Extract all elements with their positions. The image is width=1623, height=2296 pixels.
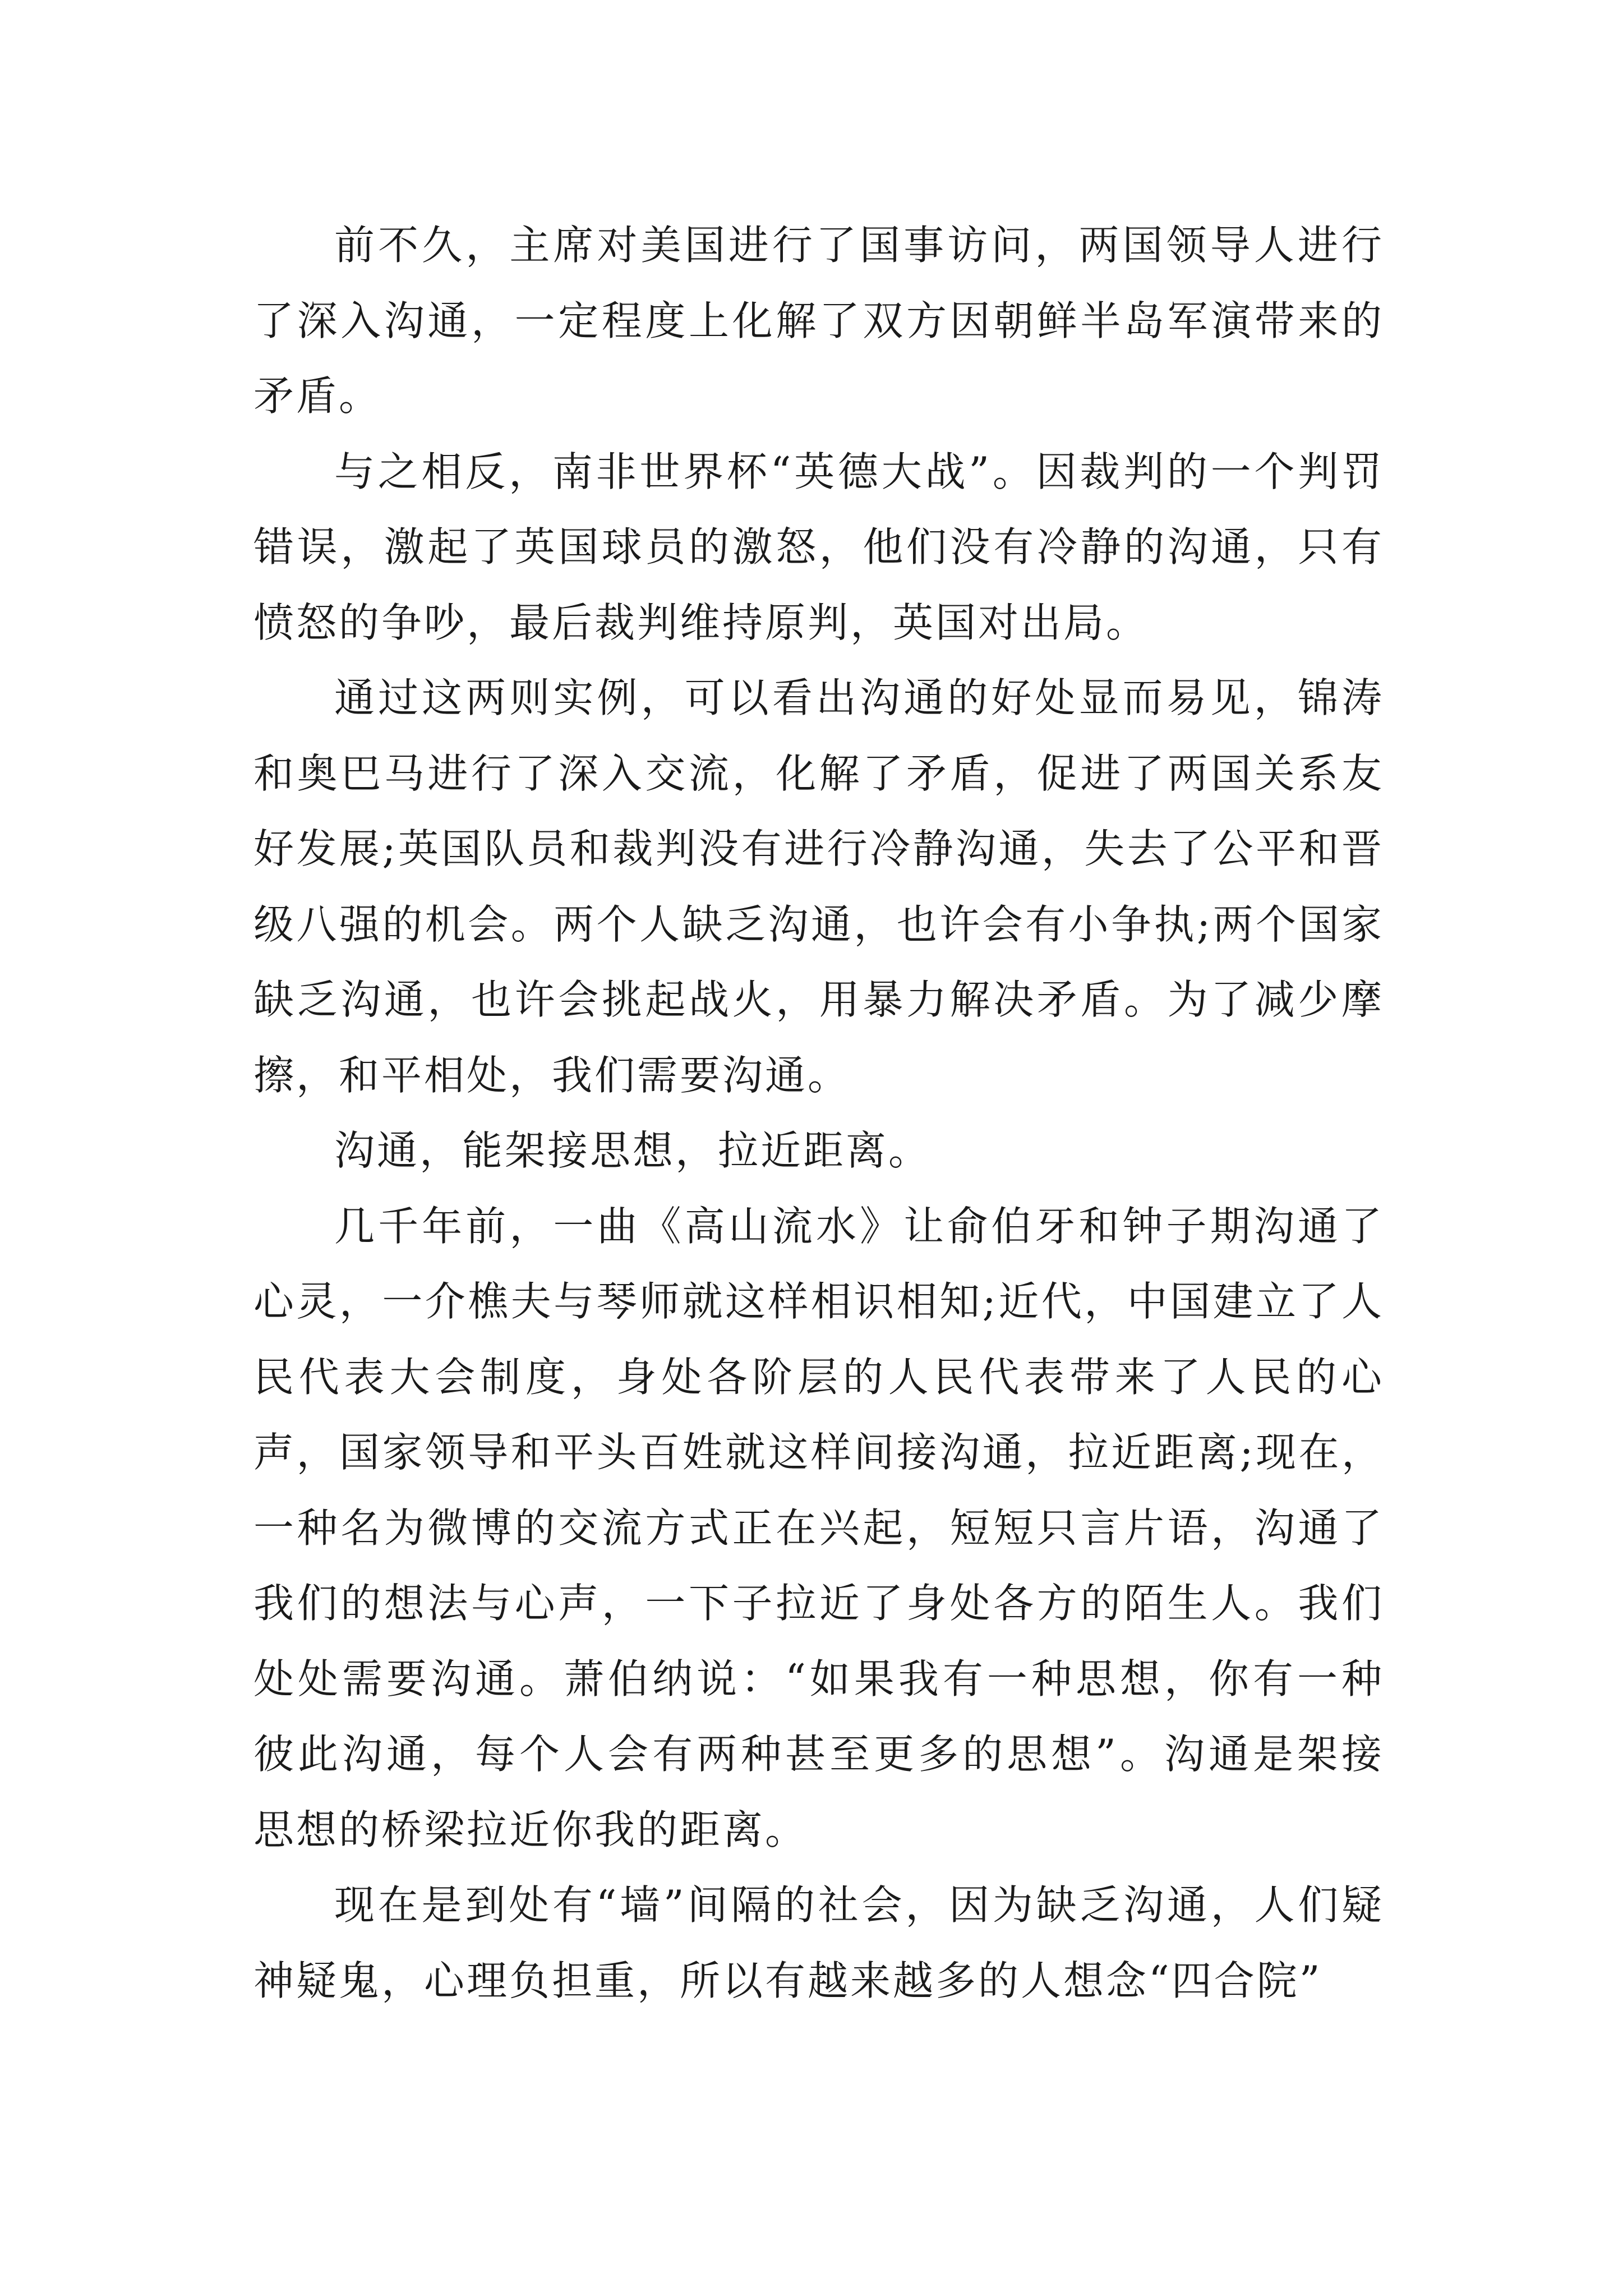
paragraph-1: 前不久，主席对美国进行了国事访问，两国领导人进行了深入沟通，一定程度上化解了双方因朝鲜半岛军演带来的矛盾。	[253, 222, 1384, 420]
paragraph-2: 与之相反，南非世界杯“英德大战”。因裁判的一个判罚错误，激起了英国球员的激怒，他们没有冷静的沟通，只有愤怒的争吵，最后裁判维持原判，英国对出局。	[253, 448, 1384, 646]
document-body	[253, 208, 1384, 2018]
paragraph-6: 现在是到处有“墙”间隔的社会，因为缺乏沟通，人们疑神疑鬼，心理负担重，所以有越来越多的人想念“四合院”	[253, 1881, 1384, 2004]
paragraph-4: 沟通，能架接思想，拉近距离。	[334, 1127, 932, 1174]
paragraph-3: 通过这两则实例，可以看出沟通的好处显而易见，锦涛和奥巴马进行了深入交流，化解了矛盾，促进了两国关系友好发展;英国队员和裁判没有进行冷静沟通，失去了公平和晋级八强的机会。两个人缺乏沟通，也许会有小争执;两个国家缺乏沟通，也许会挑起战火，用暴力解决矛盾。为了减少摩擦，和平相处，我们需要沟通。	[253, 674, 1384, 1099]
paragraph-5: 几千年前，一曲《高山流水》让俞伯牙和钟子期沟通了心灵，一介樵夫与琴师就这样相识相知;近代，中国建立了人民代表大会制度，身处各阶层的人民代表带来了人民的心声，国家领导和平头百姓就这样间接沟通，拉近距离;现在，一种名为微博的交流方式正在兴起，短短只言片语，沟通了我们的想法与心声，一下子拉近了身处各方的陌生人。我们处处需要沟通。萧伯纳说：“如果我有一种思想，你有一种彼此沟通，每个人会有两种甚至更多的思想”。沟通是架接思想的桥梁拉近你我的距离。	[253, 1202, 1384, 1853]
